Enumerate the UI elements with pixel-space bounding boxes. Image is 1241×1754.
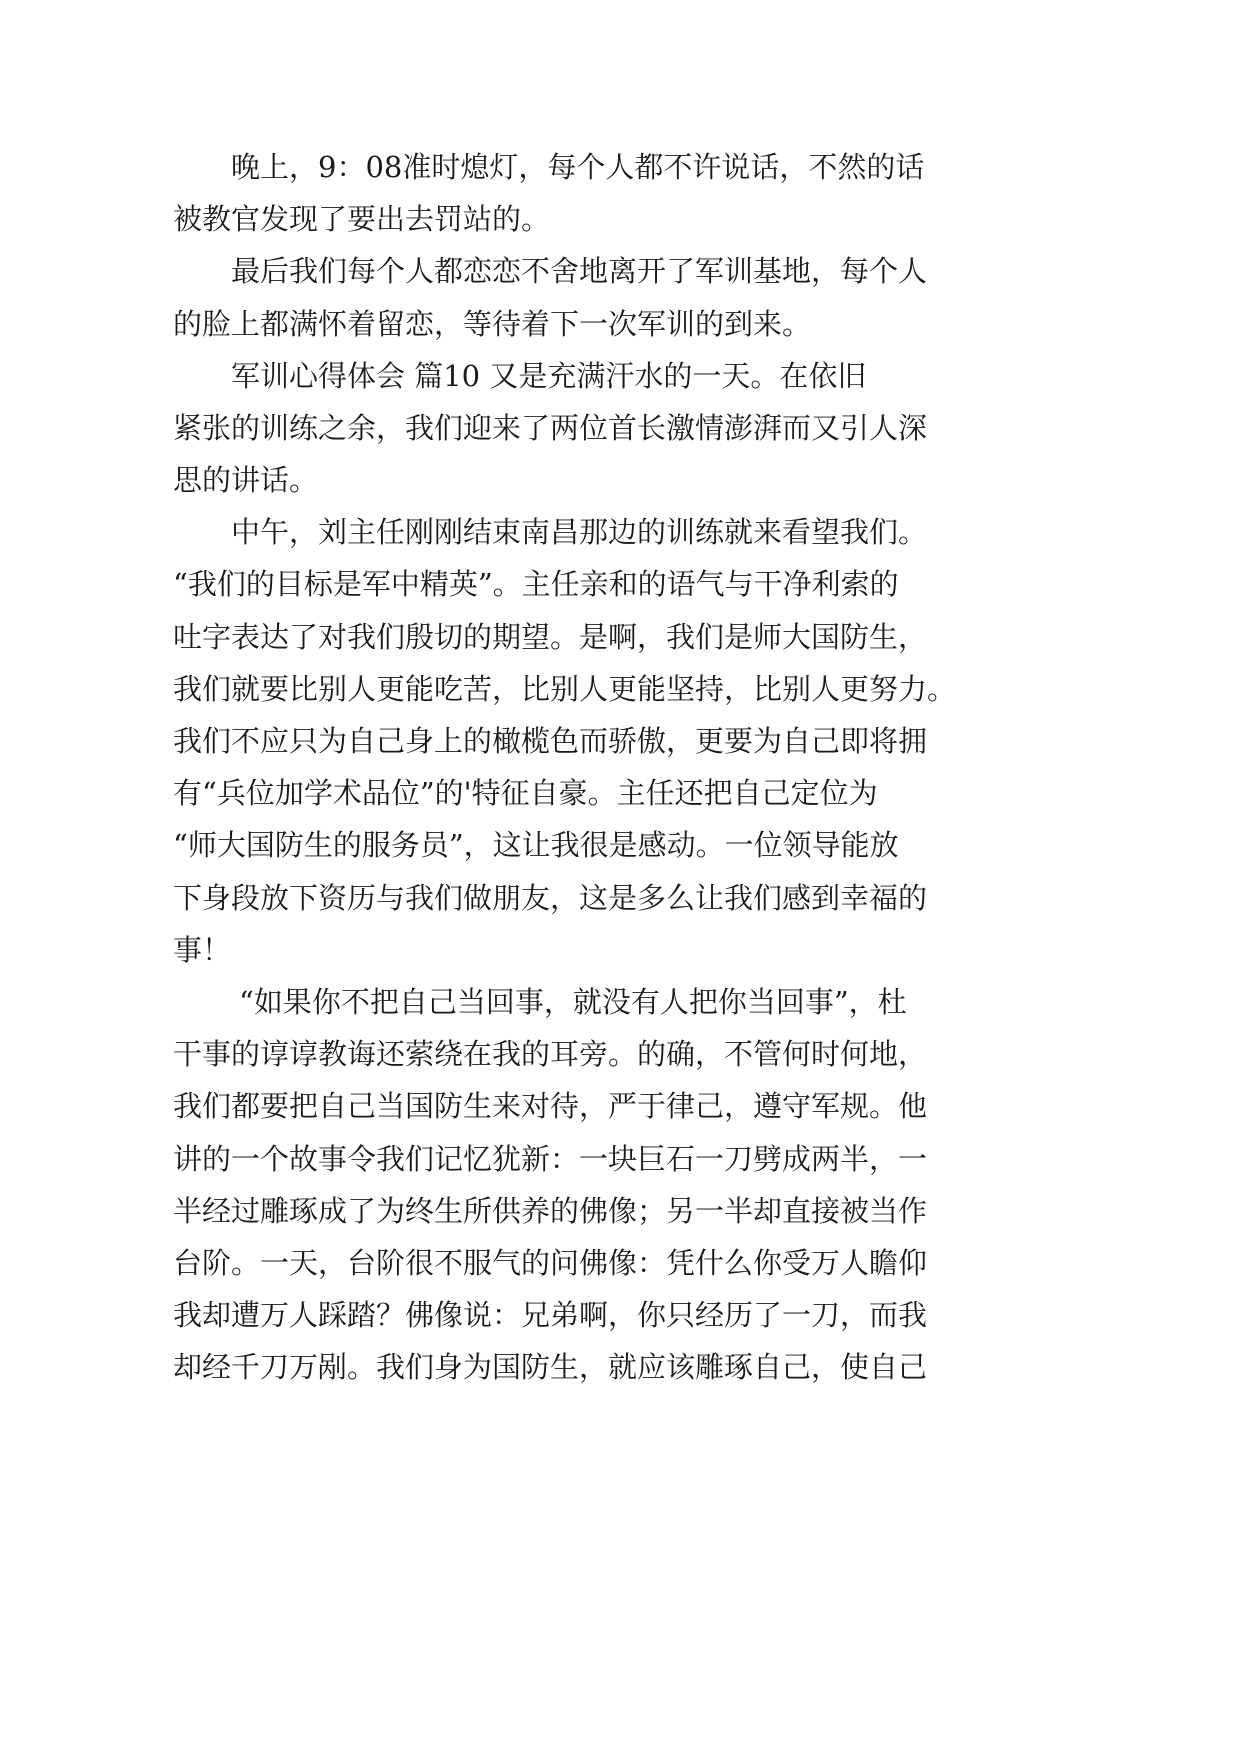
text-line: “如果你不把自己当回事，就没有人把你当回事”，杜 xyxy=(239,985,907,1019)
text-line: 我们不应只为自己身上的橄榄色而骄傲，更要为自己即将拥 xyxy=(173,724,928,758)
text-line: 晚上，9：08准时熄灯，每个人都不许说话，不然的话 xyxy=(231,150,925,184)
text-line: 我们都要把自己当国防生来对待，严于律己，遵守军规。他 xyxy=(173,1089,928,1123)
text-line: 干事的谆谆教诲还萦绕在我的耳旁。的确，不管何时何地， xyxy=(173,1037,928,1071)
text-line: 的脸上都满怀着留恋，等待着下一次军训的到来。 xyxy=(173,307,812,341)
text-line: 吐字表达了对我们殷切的期望。是啊，我们是师大国防生， xyxy=(173,620,928,654)
text-line: 讲的一个故事令我们记忆犹新：一块巨石一刀劈成两半，一 xyxy=(173,1142,928,1176)
text-line: 有“兵位加学术品位”的'特征自豪。主任还把自己定位为 xyxy=(173,776,878,810)
text-line: 台阶。一天，台阶很不服气的问佛像：凭什么你受万人瞻仰 xyxy=(173,1246,928,1280)
text-line: 紧张的训练之余，我们迎来了两位首长激情澎湃而又引人深 xyxy=(173,411,928,445)
text-line: 我们就要比别人更能吃苦，比别人更能坚持，比别人更努力。 xyxy=(173,672,957,706)
text-line: 最后我们每个人都恋恋不舍地离开了军训基地，每个人 xyxy=(231,254,928,288)
text-line: 思的讲话。 xyxy=(173,463,319,497)
section-heading-line: 军训心得体会 篇10 又是充满汗水的一天。在依旧 xyxy=(231,359,867,393)
text-line: 被教官发现了要出去罚站的。 xyxy=(173,202,551,236)
text-line: 下身段放下资历与我们做朋友，这是多么让我们感到幸福的 xyxy=(173,881,928,915)
text-line: “师大国防生的服务员”，这让我很是感动。一位领导能放 xyxy=(173,828,899,862)
text-line: 事！ xyxy=(173,933,232,967)
text-line: 半经过雕琢成了为终生所供养的佛像；另一半却直接被当作 xyxy=(173,1194,928,1228)
text-line: 中午，刘主任刚刚结束南昌那边的训练就来看望我们。 xyxy=(231,515,928,549)
text-line: 却经千刀万剐。我们身为国防生，就应该雕琢自己，使自己 xyxy=(173,1350,928,1384)
text-line: “我们的目标是军中精英”。主任亲和的语气与干净利索的 xyxy=(173,567,899,601)
text-line: 我却遭万人踩踏？佛像说：兄弟啊，你只经历了一刀，而我 xyxy=(173,1298,928,1332)
